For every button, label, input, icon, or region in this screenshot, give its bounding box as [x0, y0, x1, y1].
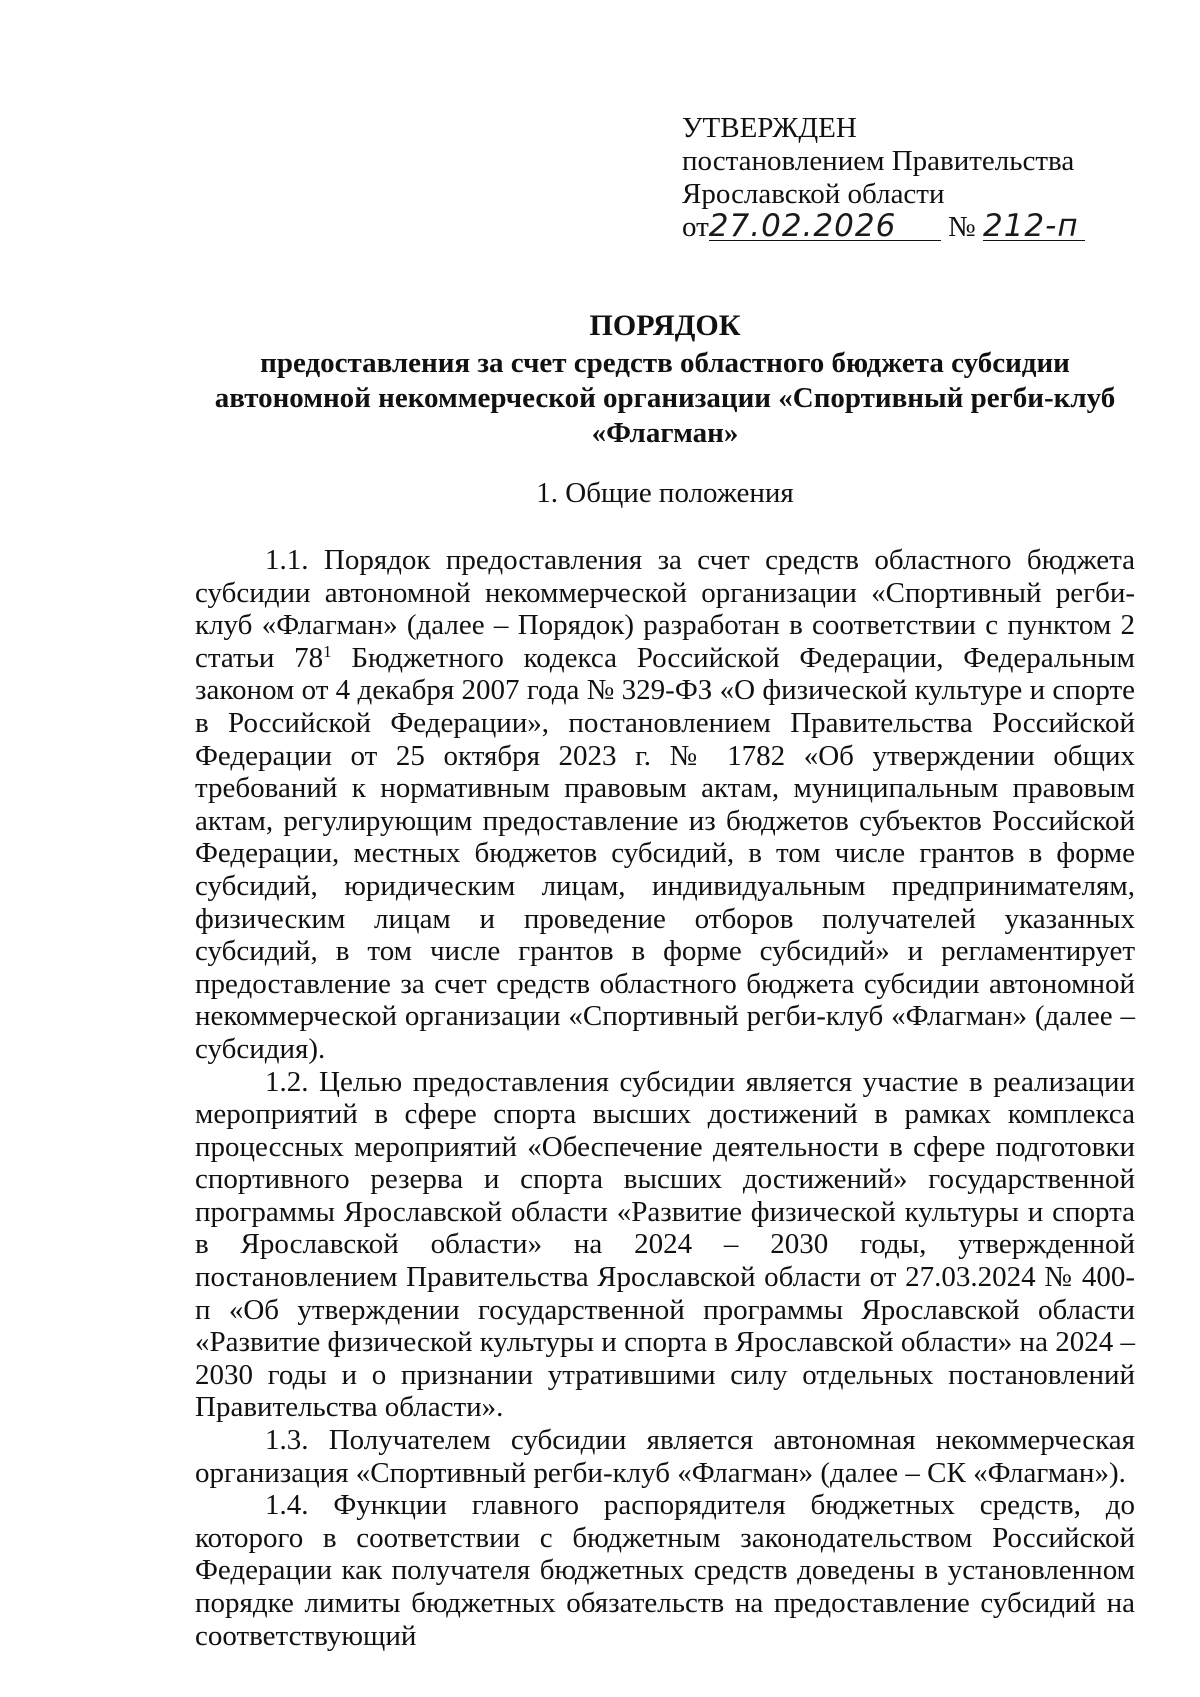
- title-subtitle-line-3: «Флагман»: [591, 417, 739, 449]
- approval-heading: УТВЕРЖДЕН: [682, 112, 857, 144]
- title-subtitle-line-2: автономной некоммерческой организации «Спортивный регби-клуб: [214, 382, 1116, 414]
- document-title: [195, 308, 1135, 451]
- paragraph-1-1-part-1: 1.1. Порядок предоставления за счет средств областного бюджета субсидии автономной некоммерческой организации «Спортивный регби-клуб «Флагман» (далее – Порядок) разработан в соответствии с пунктом 2 статьи 78: [195, 544, 1135, 674]
- approval-line-region: Ярославской области: [682, 178, 945, 210]
- section-title: 1. Общие положения: [536, 477, 794, 509]
- superscript: 1: [323, 641, 332, 661]
- paragraph-1-4: 1.4. Функции главного распорядителя бюджетных средств, до которого в соответствии с бюджетным законодательством Российской Федерации как получателя бюджетных средств доведены в установленном порядке лимиты бюджетных обязательств на предоставление субсидий на соответствующий: [195, 1489, 1135, 1652]
- paragraph-1-3: 1.3. Получателем субсидии является автономная некоммерческая организация «Спортивный регби-клуб «Флагман» (далее – СК «Флагман»).: [195, 1424, 1135, 1489]
- handwritten-number: 212-п: [983, 212, 1085, 241]
- title-heading: ПОРЯДОК: [589, 309, 741, 342]
- approval-stamp: [682, 112, 1152, 244]
- approval-date-line: [682, 208, 1152, 244]
- paragraph-1-1: [195, 544, 1135, 1066]
- paragraph-1-1-part-2: Бюджетного кодекса Российской Федерации, Федеральным законом от 4 декабря 2007 года № 329-ФЗ «О физической культуре и спорте в Российской Федерации», постановлением Правительства Российской Федерации от 25 октября 2023 г. № 1782 «Об утверждении общих требований к нормативным правовым актам, муниципальным правовым актам, регулирующим предоставление из бюджетов субъектов Российской Федерации, местных бюджетов субсидий, в том числе грантов в форме субсидий, юридическим лицам, индивидуальным предпринимателям, физическим лицам и проведение отборов получателей указанных субсидий, в том числе грантов в форме субсидий» и регламентирует предоставление за счет средств областного бюджета субсидии автономной некоммерческой организации «Спортивный регби-клуб «Флагман» (далее – субсидия).: [195, 641, 1135, 1065]
- document-body: [195, 544, 1135, 1652]
- paragraph-1-2: 1.2. Целью предоставления субсидии является участие в реализации мероприятий в сфере спорта высших достижений в рамках комплекса процессных мероприятий «Обеспечение деятельности в сфере подготовки спортивного резерва и спорта высших достижений» государственной программы Ярославской области «Развитие физической культуры и спорта в Ярославской области» на 2024 – 2030 годы, утвержденной постановлением Правительства Ярославской области от 27.03.2024 № 400-п «Об утверждении государственной программы Ярославской области «Развитие физической культуры и спорта в Ярославской области» на 2024 – 2030 годы и о признании утратившими силу отдельных постановлений Правительства области».: [195, 1065, 1135, 1424]
- date-prefix: от: [682, 211, 709, 243]
- number-prefix: №: [948, 211, 976, 243]
- handwritten-date: 27.02.2026: [709, 212, 941, 241]
- title-subtitle-line-1: предоставления за счет средств областного бюджета субсидии: [260, 347, 1070, 379]
- approval-line-resolution: постановлением Правительства: [682, 145, 1075, 177]
